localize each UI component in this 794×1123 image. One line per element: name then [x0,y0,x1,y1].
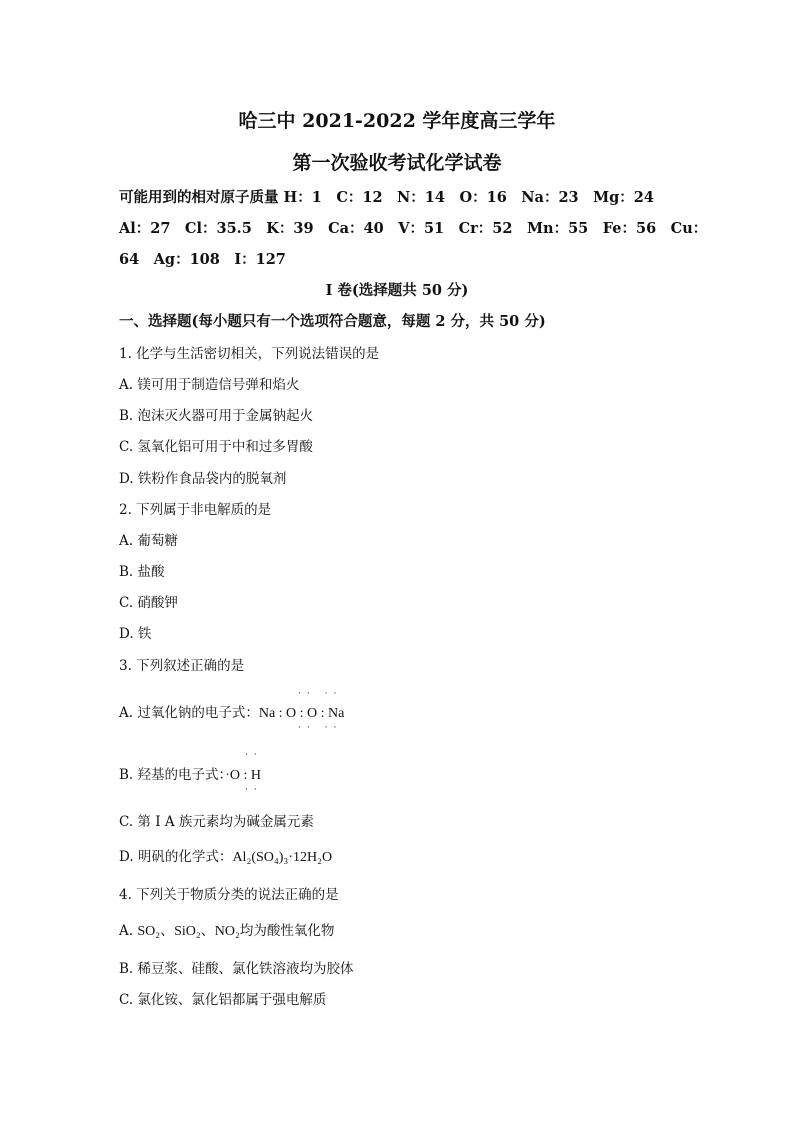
question-2-option-a: A. 葡萄糖 [119,533,178,549]
section-heading: 一、选择题(每小题只有一个选项符合题意，每题 2 分，共 50 分) [119,313,546,330]
hydroxyl-electron-formula: ·O : H [225,768,262,783]
sodium-peroxide-electron-formula: Na : O : O : Na [258,706,345,721]
oxides-formula: SO₂、SiO₂、NO₂ [137,924,240,939]
question-4-option-a-tail: 均为酸性氧化物 [239,923,335,939]
exam-title-line2: 第一次验收考试化学试卷 [292,152,502,174]
atomic-masses-line3: 64 Ag：108 I：127 [119,251,286,268]
atomic-masses-line1: 可能用到的相对原子质量 H：1 C：12 N：14 O：16 Na：23 Mg：24 [119,189,654,206]
question-4-stem: 4. 下列关于物质分类的说法正确的是 [119,887,339,903]
question-3-option-d [119,845,332,866]
question-3-option-c: C. 第 I A 族元素均为碱金属元素 [119,814,314,830]
question-1-option-c: C. 氢氧化铝可用于中和过多胃酸 [119,439,313,455]
question-2-option-b: B. 盐酸 [119,564,165,580]
question-1-option-a: A. 镁可用于制造信号弹和焰火 [119,377,300,393]
question-4-option-b: B. 稀豆浆、硅酸、氯化铁溶液均为胶体 [119,961,354,977]
question-3-option-b [119,763,261,784]
electron-dots-top-a: ·· ·· [298,689,343,699]
question-3-option-d-label: D. 明矾的化学式： [119,849,233,865]
question-3-stem: 3. 下列叙述正确的是 [119,658,245,674]
question-3-option-b-label: B. 羟基的电子式： [119,767,226,783]
question-2-option-c: C. 硝酸钾 [119,595,178,611]
electron-dots-top-b: ·· [245,750,263,760]
question-1-option-b: B. 泡沫灭火器可用于金属钠起火 [119,408,314,424]
question-3-option-a [119,701,344,722]
alum-formula: Al₂(SO₄)₃·12H₂O [232,850,333,865]
section-part-title: I 卷(选择题共 50 分) [325,282,469,299]
question-1-option-d: D. 铁粉作食品袋内的脱氧剂 [119,471,287,487]
atomic-masses-line2: Al：27 Cl：35.5 K：39 Ca：40 V：51 Cr：52 Mn：55 Fe：56 Cu： [119,220,708,237]
question-4-option-c: C. 氯化铵、氯化铝都属于强电解质 [119,992,327,1008]
question-4-option-a [119,919,334,940]
question-4-option-a-label: A. [119,923,134,939]
question-3-option-a-label: A. 过氧化钠的电子式： [119,705,259,721]
question-2-stem: 2. 下列属于非电解质的是 [119,502,272,518]
question-1-stem: 1. 化学与生活密切相关，下列说法错误的是 [119,346,380,362]
electron-dots-bottom-b: ·· [245,785,263,795]
electron-dots-bottom-a: ·· ·· [298,723,343,733]
exam-title-line1: 哈三中 2021-2022 学年度高三学年 [238,110,556,132]
question-2-option-d: D. 铁 [119,626,152,642]
